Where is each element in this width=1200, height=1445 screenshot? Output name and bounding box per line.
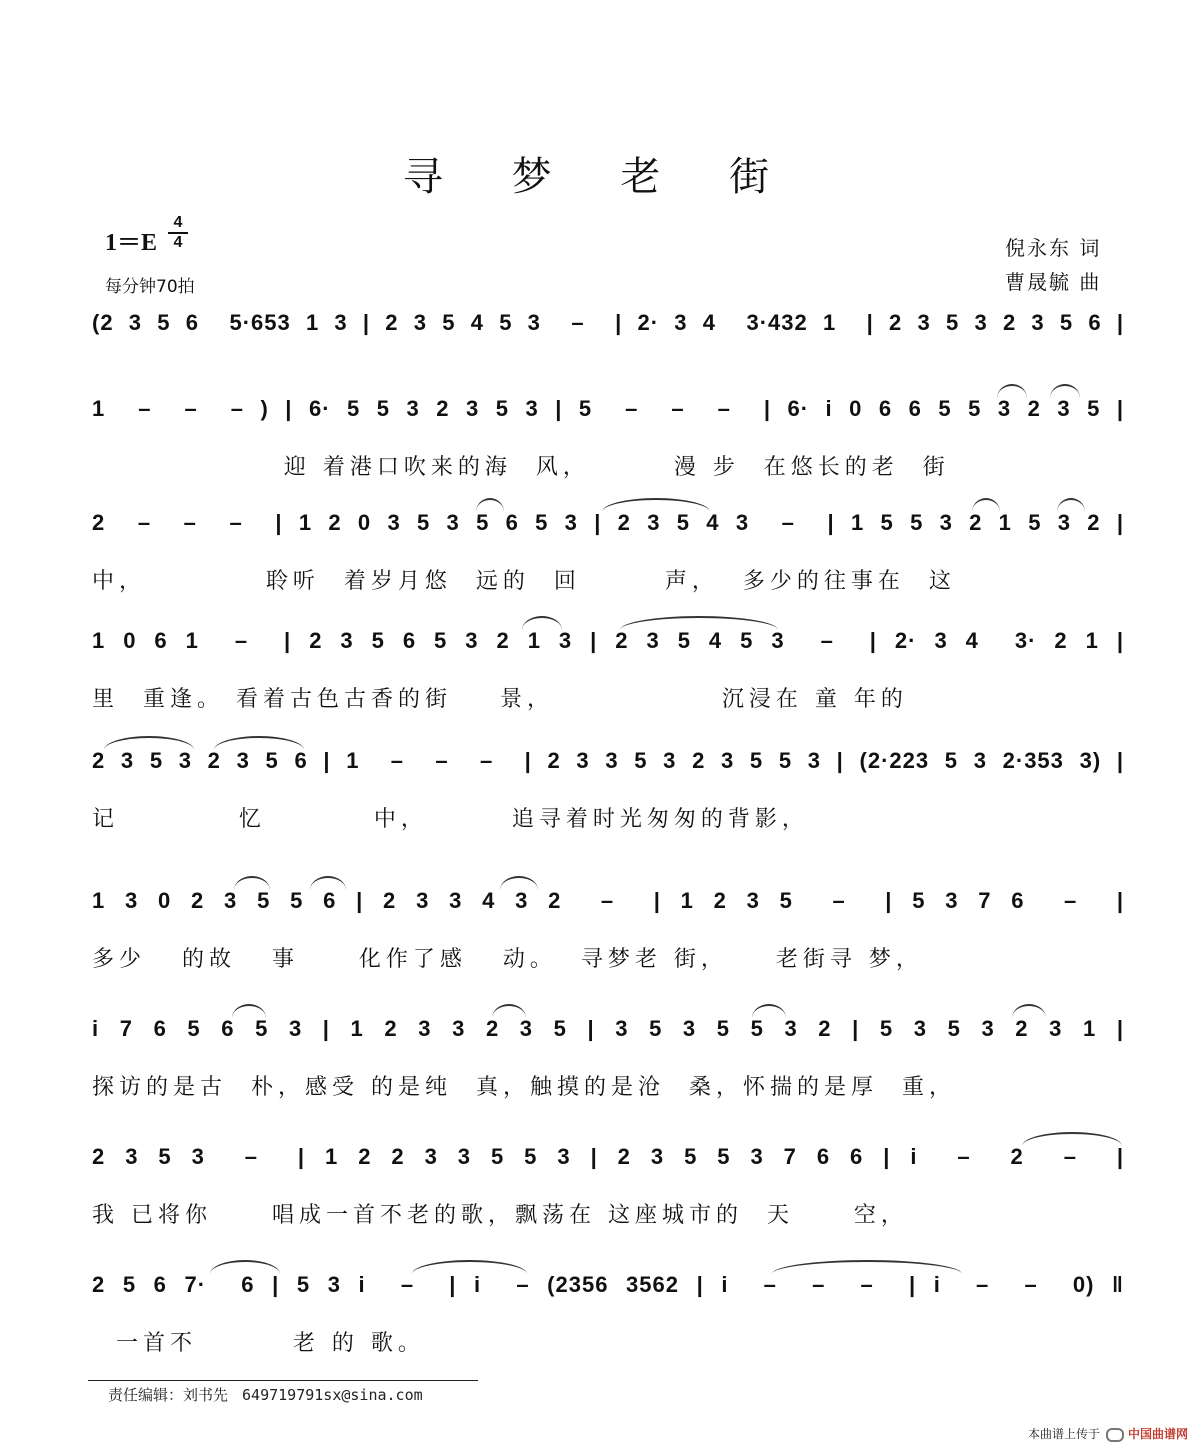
notation-line [92,1268,1124,1318]
site-name: 中国曲谱网 [1127,1427,1188,1441]
notation-text: i 7 6 5 6 5 3 | 1 2 3 3 2 3 5 | 3 5 3 5 5 3 2 | 5 3 5 3 2 3 1 | [92,1016,1124,1041]
slur-mark [214,736,304,750]
song-title: 寻 梦 老 街 [402,154,798,200]
slur-mark [232,1004,266,1018]
notation-line [92,306,1124,356]
slur-mark [476,498,504,512]
lyrics-line: 多少 的故 事 化作了感 动。 寻梦老 街， 老街寻 梦， [92,947,923,972]
footer-divider [88,1380,478,1381]
notation-line [92,744,1124,794]
lyrics-line: 我 已将你 唱成一首不老的歌，飘荡在 这座城市的 天 空， [92,1203,908,1228]
lyrics-line: 探访的是古 朴，感受 的是纯 真，触摸的是沧 桑，怀揣的是厚 重， [92,1075,956,1100]
slur-mark [234,876,270,890]
slur-mark [492,1004,526,1018]
slur-mark [1012,1004,1046,1018]
notation-text: 2 3 5 3 2 3 5 6 | 1 – – – | 2 3 3 5 3 2 3 5 5 3 | (2·223 5 3 2·353 3) | [92,748,1124,773]
notation-text: 1 0 6 1 – | 2 3 5 6 5 3 2 1 3 | 2 3 5 4 5 3 – | 2· 3 4 3· 2 1 | [92,628,1124,653]
notation-line [92,506,1124,556]
editor-credit [108,1384,423,1405]
editor-email: 649719791sx@sina.com [242,1386,423,1404]
lyrics-line: 记 忆 中， 追寻着时光匆匆的背影， [92,807,809,832]
slur-mark [772,1260,962,1274]
notation-line [92,624,1124,674]
key-signature: 1＝E [105,230,158,256]
notation-text: 1 3 0 2 3 5 5 6 | 2 3 3 4 3 2 – | 1 2 3 5 – | 5 3 7 6 – | [92,888,1124,913]
upload-label: 本曲谱上传于 [1027,1427,1100,1441]
notation-text: 2 3 5 3 – | 1 2 2 3 3 5 5 3 | 2 3 5 5 3 7 6 6 | i – 2 – | [92,1144,1124,1169]
notation-line [92,392,1124,442]
slur-mark [602,498,710,512]
site-logo-icon [1106,1428,1124,1442]
editor-name: 责任编辑：刘书先 [108,1386,229,1404]
time-signature-bottom: 4 [173,234,183,251]
lyricist-credit: 倪永东 词 [1005,236,1102,260]
lyrics-line: 里 重逢。 看着古色古香的街 景， 沉浸在 童 年的 [92,687,908,712]
lyrics-line: 一首不 老 的 歌。 [92,1331,425,1356]
lyrics-line: 中， 聆听 着岁月悠 远的 回 声， 多少的往事在 这 [92,569,956,594]
tempo-marking: 每分钟70拍 [105,277,195,297]
slur-mark [210,1260,280,1274]
slur-mark [972,498,1000,512]
notation-text: 1 – – – ) | 6· 5 5 3 2 3 5 3 | 5 – – – | 6· i 0 6 6 5 5 3 2 3 5 | [92,396,1124,421]
notation-text: 2 – – – | 1 2 0 3 5 3 5 6 5 3 | 2 3 5 4 3 – | 1 5 5 3 2 1 5 3 2 | [92,510,1124,535]
notation-line [92,1140,1124,1190]
slur-mark [310,876,346,890]
slur-mark [752,1004,786,1018]
slur-mark [412,1260,527,1274]
slur-mark [522,616,562,630]
slur-mark [1050,384,1080,398]
slur-mark [620,616,778,630]
composer-credit: 曹晟毓 曲 [1005,270,1102,294]
time-signature [168,214,188,252]
slur-mark [500,876,538,890]
upload-note [1028,1425,1188,1442]
lyrics-line: 迎 着港口吹来的海 风， 漫 步 在悠长的老 街 [92,455,950,480]
time-signature-top: 4 [168,214,188,234]
notation-text: 2 5 6 7· 6 | 5 3 i – | i – (2356 3562 | i – – – | i – – 0) ‖ [92,1272,1124,1297]
notation-line [92,884,1124,934]
notation-line [92,1012,1124,1062]
slur-mark [1022,1132,1122,1146]
slur-mark [1057,498,1085,512]
notation-text: (2 3 5 6 5·653 1 3 | 2 3 5 4 5 3 – | 2· 3 4 3·432 1 | 2 3 5 3 2 3 5 6 | [92,310,1124,335]
slur-mark [104,736,194,750]
slur-mark [997,384,1027,398]
